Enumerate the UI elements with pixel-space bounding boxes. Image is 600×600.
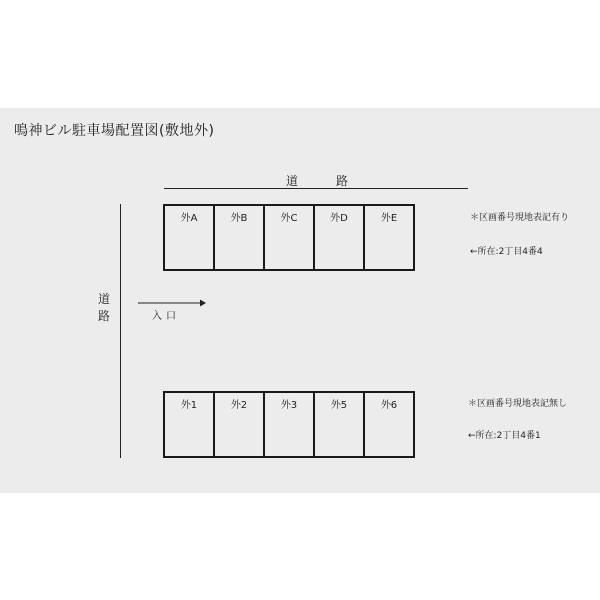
parking-spot-outside-6 — [363, 391, 415, 458]
top-row-address-note: ←所在:2丁目4番4 — [470, 247, 543, 257]
parking-spot-label: 外C — [280, 213, 298, 224]
parking-spot-label: 外E — [380, 213, 398, 224]
left-road-label-char-1: 道 — [98, 292, 111, 306]
parking-spot-outside-1 — [163, 391, 215, 458]
diagram-title: 鳴神ビル駐車場配置図(敷地外) — [14, 123, 215, 139]
parking-spot-outside-3 — [263, 391, 315, 458]
parking-spot-outside-b — [213, 204, 265, 271]
parking-spot-outside-d — [313, 204, 365, 271]
entrance-label: 入口 — [152, 311, 180, 322]
parking-spot-outside-a — [163, 204, 215, 271]
parking-spot-label: 外3 — [280, 400, 298, 411]
parking-spot-label: 外A — [180, 213, 198, 224]
top-parking-row — [163, 204, 413, 271]
parking-spot-label: 外5 — [330, 400, 348, 411]
parking-spot-label: 外B — [230, 213, 248, 224]
left-road-label-char-2: 路 — [98, 309, 111, 323]
parking-spot-label: 外2 — [230, 400, 248, 411]
left-road-line — [120, 204, 121, 458]
parking-spot-outside-c — [263, 204, 315, 271]
parking-spot-label: 外6 — [380, 400, 398, 411]
parking-spot-label: 外D — [330, 213, 348, 224]
bottom-row-marker-note: ＊区画番号現地表記無し — [468, 399, 568, 409]
parking-spot-outside-5 — [313, 391, 365, 458]
parking-spot-outside-e — [363, 204, 415, 271]
top-row-marker-note: ＊区画番号現地表記有り — [470, 213, 570, 223]
top-road-label-char-2: 路 — [336, 174, 349, 188]
parking-spot-label: 外1 — [180, 400, 198, 411]
parking-spot-outside-2 — [213, 391, 265, 458]
bottom-parking-row — [163, 391, 413, 458]
top-road-label-char-1: 道 — [286, 174, 299, 188]
bottom-row-address-note: ←所在:2丁目4番1 — [468, 431, 541, 441]
top-road-line — [164, 188, 468, 189]
